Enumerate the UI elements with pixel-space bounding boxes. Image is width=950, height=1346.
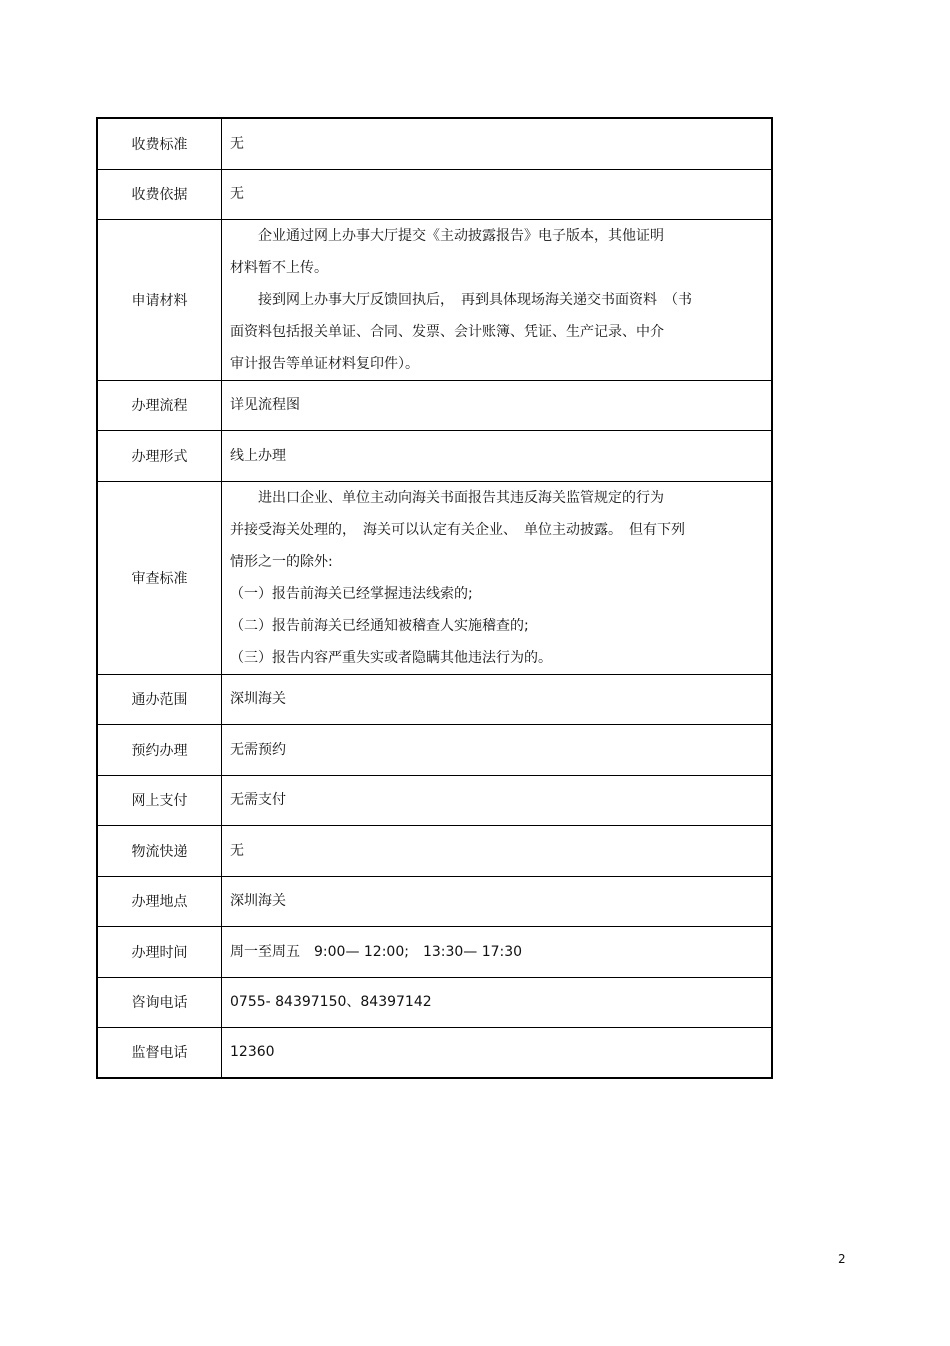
table-row: [97, 481, 772, 674]
row-value: [222, 169, 773, 219]
row-value: [222, 775, 773, 825]
row-label: 网上支付: [97, 775, 222, 825]
row-value: [222, 1027, 773, 1078]
row-label: 审查标准: [97, 481, 222, 674]
row-label: 收费标准: [97, 118, 222, 169]
row-label: 咨询电话: [97, 977, 222, 1027]
table-row: [97, 219, 772, 380]
row-label: 办理地点: [97, 876, 222, 926]
value-line: 周一至周五 9:00— 12:00; 13:30— 17:30: [230, 943, 523, 960]
row-label: 办理时间: [97, 926, 222, 977]
value-line: （三）报告内容严重失实或者隐瞒其他违法行为的。: [230, 649, 552, 666]
value-line: 企业通过网上办事大厅提交《主动披露报告》电子版本，其他证明: [258, 227, 664, 244]
table-row: [97, 724, 772, 775]
table-row: [97, 118, 772, 169]
service-info-table: [96, 117, 773, 1079]
row-label: 收费依据: [97, 169, 222, 219]
row-value: [222, 430, 773, 481]
value-line: 接到网上办事大厅反馈回执后， 再到具体现场海关递交书面资料 （书: [258, 291, 692, 308]
table-row: [97, 169, 772, 219]
value-line: 材料暂不上传。: [230, 259, 328, 276]
table-row: [97, 775, 772, 825]
row-label: 物流快递: [97, 825, 222, 876]
value-line: 审计报告等单证材料复印件）。: [230, 355, 419, 372]
table-row: [97, 380, 772, 430]
row-label: 办理流程: [97, 380, 222, 430]
row-label: 通办范围: [97, 674, 222, 724]
row-label: 办理形式: [97, 430, 222, 481]
value-line: 进出口企业、单位主动向海关书面报告其违反海关监管规定的行为: [258, 489, 664, 506]
value-line: 无需支付: [230, 792, 286, 808]
value-line: 详见流程图: [230, 397, 300, 413]
row-value: [222, 481, 773, 674]
value-line: 线上办理: [230, 447, 286, 464]
table-row: [97, 876, 772, 926]
row-value: [222, 926, 773, 977]
table-row: [97, 977, 772, 1027]
row-value: [222, 876, 773, 926]
row-label: 预约办理: [97, 724, 222, 775]
row-value: [222, 724, 773, 775]
value-line: 面资料包括报关单证、合同、发票、会计账簿、凭证、生产记录、中介: [230, 323, 664, 340]
value-line: （一）报告前海关已经掌握违法线索的;: [230, 585, 473, 602]
row-value: [222, 118, 773, 169]
value-line: 无需预约: [230, 741, 286, 758]
value-line: 12360: [230, 1044, 275, 1061]
value-line: 0755- 84397150、84397142: [230, 994, 432, 1010]
page-number: 2: [838, 1252, 846, 1266]
row-value: [222, 674, 773, 724]
table-row: [97, 430, 772, 481]
value-line: 无: [230, 842, 244, 859]
value-line: 情形之一的除外:: [230, 553, 333, 570]
row-value: [222, 825, 773, 876]
table-row: [97, 674, 772, 724]
value-line: 无: [230, 135, 244, 152]
table-row: [97, 926, 772, 977]
value-line: 并接受海关处理的， 海关可以认定有关企业、 单位主动披露。 但有下列: [230, 521, 685, 538]
value-line: 无: [230, 186, 244, 202]
table-row: [97, 825, 772, 876]
row-value: [222, 977, 773, 1027]
row-label: 监督电话: [97, 1027, 222, 1078]
value-line: 深圳海关: [230, 893, 286, 909]
value-line: 深圳海关: [230, 691, 286, 707]
value-line: （二）报告前海关已经通知被稽查人实施稽查的;: [230, 617, 529, 634]
row-value: [222, 219, 773, 380]
row-label: 申请材料: [97, 219, 222, 380]
table-row: [97, 1027, 772, 1078]
row-value: [222, 380, 773, 430]
